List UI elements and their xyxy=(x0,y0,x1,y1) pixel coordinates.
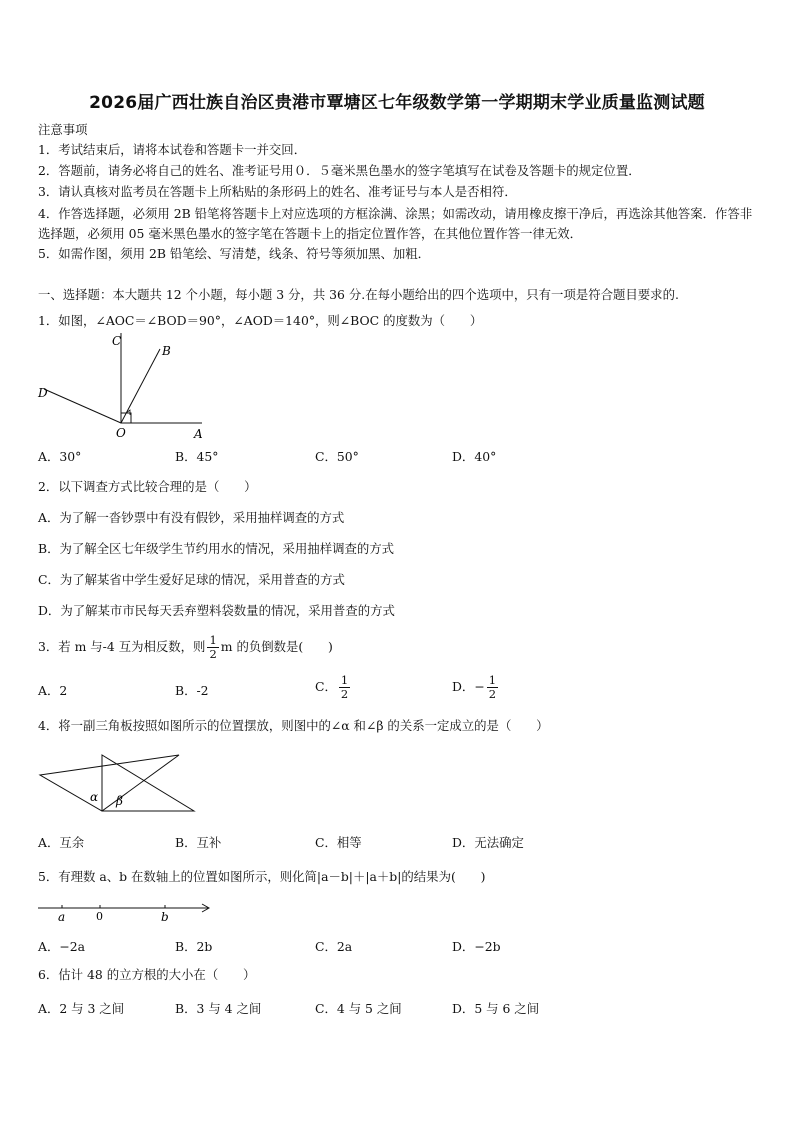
q3-stem-before: 3．若 m 与-4 互为相反数，则 xyxy=(38,639,206,654)
notice-item-4: 4．作答选择题，必须用 2B 铅笔将答题卡上对应选项的方框涂满、涂黑；如需改动，请用橡皮擦干净后，再选涂其他答案．作答非选择题，必须用 05 毫米黑色墨水的签字笔在答题卡上的指定位置作答，在其他位置作答一律无效． xyxy=(38,206,753,241)
q1-option-a[interactable]: A．30° xyxy=(38,449,82,464)
q1-stem: 1．如图，∠AOC＝∠BOD＝90°，∠AOD＝140°，则∠BOC 的度数为（ ） xyxy=(38,313,483,328)
q5-number-line xyxy=(34,898,224,926)
q3-option-c[interactable]: C． $\frac{1}{2}$ xyxy=(315,673,349,701)
q2-stem: 2．以下调查方式比较合理的是（ ） xyxy=(38,479,257,494)
q4-label-alpha: α xyxy=(90,790,99,804)
q2-option-d[interactable]: D．为了解某市市民每天丢弃塑料袋数量的情况，采用普查的方式 xyxy=(38,603,395,618)
q1-option-b[interactable]: B．45° xyxy=(175,449,219,464)
q5-stem: 5．有理数 a、b 在数轴上的位置如图所示，则化简|a－b|＋|a＋b|的结果为( ) xyxy=(38,869,486,884)
q6-option-a[interactable]: A．2 与 3 之间 xyxy=(38,1001,125,1016)
q1-label-d: D xyxy=(38,386,48,400)
q1-option-c[interactable]: C．50° xyxy=(315,449,359,464)
q3-stem-after: m 的负倒数是( ) xyxy=(220,639,333,654)
q2-option-a[interactable]: A．为了解一沓钞票中有没有假钞，采用抽样调查的方式 xyxy=(38,510,345,525)
q1-label-b: B xyxy=(162,344,171,358)
q1-option-d[interactable]: D．40° xyxy=(452,449,497,464)
q6-option-b[interactable]: B．3 与 4 之间 xyxy=(175,1001,262,1016)
q1-label-a: A xyxy=(194,427,203,441)
notice-item-1: 1．考试结束后，请将本试卷和答题卡一并交回． xyxy=(38,142,307,157)
q4-option-c[interactable]: C．相等 xyxy=(315,835,362,850)
q4-stem: 4．将一副三角板按照如图所示的位置摆放，则图中的∠α 和∠β 的关系一定成立的是（ ） xyxy=(38,718,549,733)
notice-heading: 注意事项 xyxy=(38,122,88,137)
q4-option-b[interactable]: B．互补 xyxy=(175,835,222,850)
q4-label-beta: β xyxy=(116,794,123,808)
q3-option-a[interactable]: A．2 xyxy=(38,683,68,698)
q5-label-b: b xyxy=(161,910,169,924)
q6-stem: 6．估计 48 的立方根的大小在（ ） xyxy=(38,967,256,982)
q3-fraction: $\frac{1}{2}$ xyxy=(209,633,217,661)
q4-option-d[interactable]: D．无法确定 xyxy=(452,835,524,850)
page-title: 2026届广西壮族自治区贵港市覃塘区七年级数学第一学期期末学业质量监测试题 xyxy=(89,93,705,113)
section-heading: 一、选择题：本大题共 12 个小题，每小题 3 分，共 36 分.在每小题给出的四个选项中，只有一项是符合题目要求的. xyxy=(38,287,679,302)
q2-option-b[interactable]: B．为了解全区七年级学生节约用水的情况，采用抽样调查的方式 xyxy=(38,541,395,556)
q4-figure xyxy=(34,745,214,817)
notice-item-3: 3．请认真核对监考员在答题卡上所粘贴的条形码上的姓名、准考证号与本人是否相符． xyxy=(38,184,517,199)
q2-option-c[interactable]: C．为了解某省中学生爱好足球的情况，采用普查的方式 xyxy=(38,572,345,587)
q5-label-zero: 0 xyxy=(96,910,103,923)
q5-option-b[interactable]: B．2b xyxy=(175,939,213,954)
q1-label-o: O xyxy=(116,426,126,440)
notice-item-2: 2．答题前，请务必将自己的姓名、准考证号用０．５毫米黑色墨水的签字笔填写在试卷及答题卡的规定位置． xyxy=(38,163,641,178)
q1-figure xyxy=(34,333,224,443)
q3-stem xyxy=(38,632,333,662)
notice-item-5: 5．如需作图，须用 2B 铅笔绘、写清楚，线条、符号等须加黑、加粗． xyxy=(38,246,431,261)
q3-option-b[interactable]: B．-2 xyxy=(175,683,209,698)
q4-option-a[interactable]: A．互余 xyxy=(38,835,85,850)
q5-option-d[interactable]: D．−2b xyxy=(452,939,501,954)
q5-option-a[interactable]: A．−2a xyxy=(38,939,85,954)
q5-option-c[interactable]: C．2a xyxy=(315,939,353,954)
q6-option-c[interactable]: C．4 与 5 之间 xyxy=(315,1001,402,1016)
q1-label-c: C xyxy=(112,334,122,348)
q6-option-d[interactable]: D．5 与 6 之间 xyxy=(452,1001,540,1016)
q5-label-a: a xyxy=(58,910,66,924)
q3-option-d[interactable]: D．− $\frac{1}{2}$ xyxy=(452,673,497,701)
